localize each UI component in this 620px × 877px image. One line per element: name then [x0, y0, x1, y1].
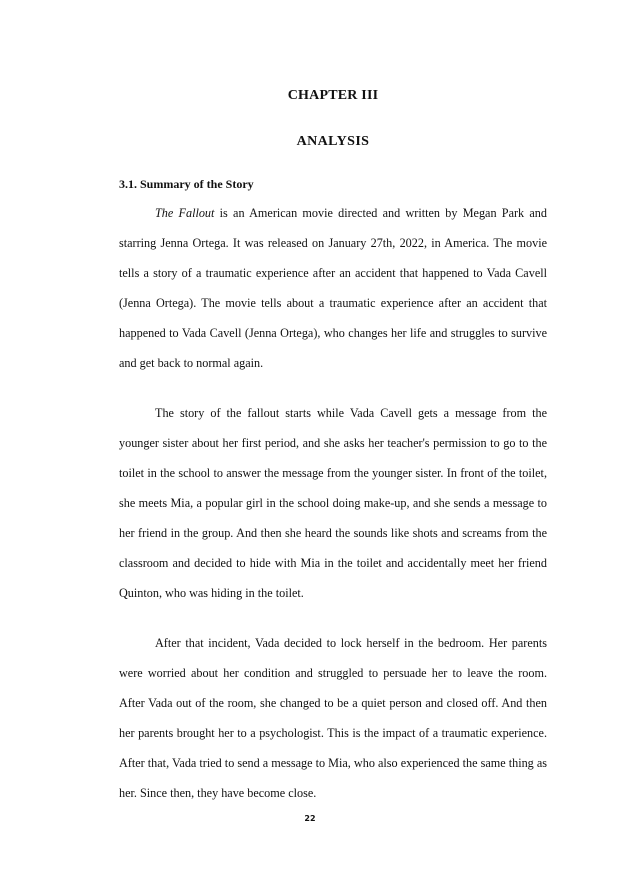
chapter-subtitle: ANALYSIS: [296, 134, 370, 149]
movie-title: The Fallout: [155, 206, 215, 220]
page-number: 22: [304, 814, 316, 823]
paragraph-3: After that incident, Vada decided to lock herself in the bedroom. Her parents were worried about her condition and struggled to persuade her to leave the room. After Vada out of the room, she changed to be a quiet person and closed off. And then her parents brought her to a psychologist. This is the impact of a traumatic experience. After that, Vada tried to send a message to Mia, who also experienced the same thing as her. Since then, they have become close.: [119, 636, 547, 800]
section-heading: 3.1. Summary of the Story: [119, 177, 254, 191]
chapter-title: CHAPTER III: [287, 88, 379, 103]
paragraph-2: The story of the fallout starts while Vada Cavell gets a message from the younger sister about her first period, and she asks her teacher's permission to go to the toilet in the school to answer the message from the younger sister. In front of the toilet, she meets Mia, a popular girl in the school doing make-up, and she sends a message to her friend in the group. And then she heard the sounds like shots and screams from the classroom and decided to hide with Mia in the toilet and accidentally meet her friend Quinton, who was hiding in the toilet.: [119, 406, 547, 600]
paragraph-1: [119, 198, 547, 378]
body-text: [119, 198, 547, 828]
paragraph-1-text: is an American movie directed and written by Megan Park and starring Jenna Ortega. It was released on January 27th, 2022, in America. The movie tells a story of a traumatic experience after an accident that happened to Vada Cavell (Jenna Ortega). The movie tells about a traumatic experience after an accident that happened to Vada Cavell (Jenna Ortega), who changes her life and struggles to survive and get back to normal again.: [119, 206, 547, 370]
